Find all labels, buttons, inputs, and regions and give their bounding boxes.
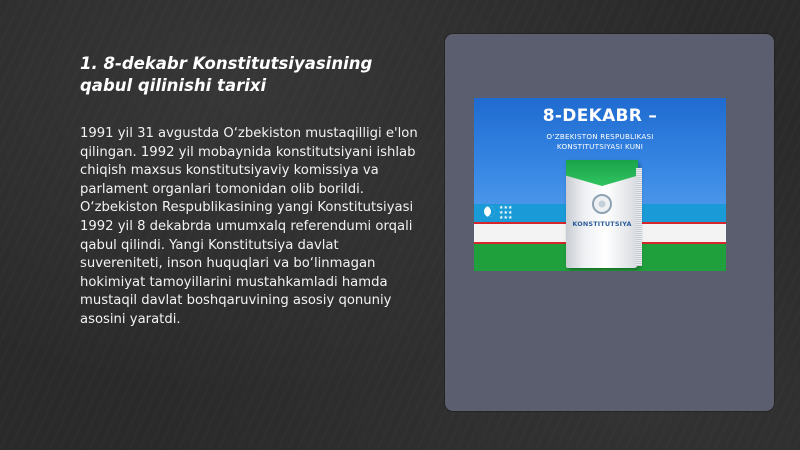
state-emblem-icon xyxy=(592,194,612,214)
constitution-book xyxy=(566,160,638,268)
poster-subtitle-line2: KONSTITUTSIYASI KUNI xyxy=(556,141,644,151)
poster-headline: 8-DEKABR – xyxy=(542,106,658,126)
poster-subtitle xyxy=(494,132,706,151)
crescent-icon xyxy=(484,206,495,217)
stars-icon: ★★★ ★★★ ★★★ xyxy=(499,205,513,221)
slide-title: 1. 8-dekabr Konstitutsiyasining qabul qilinishi tarixi xyxy=(80,54,373,95)
constitution-day-poster xyxy=(474,98,726,271)
slide-body-text: 1991 yil 31 avgustda O‘zbekiston mustaqilligi e'lon qilingan. 1992 yil mobaynida konstitutsiyani ishlab chiqish maxsus konstitutsiyaviy komissiya va parlament organlari tomonidan olib borildi. O‘zbekiston Respublikasining yangi Konstitutsiyasi 1992 yil 8 dekabrda umumxalq referendumi orqali qabul qilindi. Yangi Konstitutsiya davlat suvereniteti, inson huquqlari va bo‘linmagan hokimiyat tamoyillarini mustahkamladi hamda mustaqil davlat boshqaruvining asosiy qonuniy asosini yaratdi. xyxy=(80,126,418,327)
poster-subtitle-line1: O‘ZBEKISTON RESPUBLIKASI xyxy=(546,132,654,141)
book-label: KONSTITUTSIYA xyxy=(572,220,632,228)
book-ribbon xyxy=(566,160,638,186)
book-page-edge xyxy=(636,168,642,266)
